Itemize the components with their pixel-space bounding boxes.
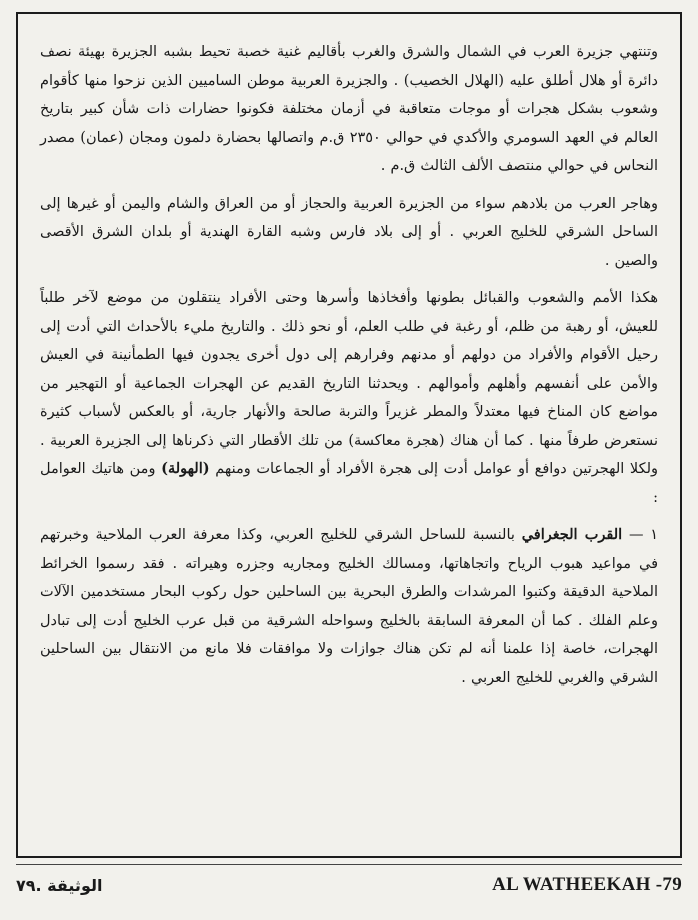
page-frame (16, 12, 682, 858)
paragraph-1-text: وتنتهي جزيرة العرب في الشمال والشرق والغرب بأقاليم غنية خصبة تحيط بشبه الجزيرة بهيئة نصف دائرة أو هلال أطلق عليه (الهلال الخصيب) . والجزيرة العربية موطن الساميين الذين نزحوا منها كأقوام وشعوب بشكل هجرات أو موجات متعاقبة في أزمان مختلفة فكونوا حضارات ذات شأن كبير بتاريخ العالم في العهد السومري والأكدي في حوالي ٢٣٥٠ ق.م واتصالها بحضارة دلمون ومجان (عمان) مصدر النحاس في حوالي منتصف الألف الثالث ق.م . (40, 44, 658, 174)
paragraph-2-text: وهاجر العرب من بلادهم سواء من الجزيرة العربية والحجاز أو من العراق والشام واليمن أو غيرها إلى الساحل الشرقي للخليج العربي . أو إلى بلاد فارس وشبه القارة الهندية أو بلدان الشرق الأقصى والصين . (40, 195, 658, 269)
paragraph-2 (40, 190, 658, 276)
hawla-term: (الهولة) (161, 460, 210, 477)
list-number: ١ — (622, 527, 659, 543)
paragraph-3 (40, 284, 658, 512)
footer-divider (16, 864, 682, 865)
geographic-proximity-term: القرب الجغرافي (521, 526, 623, 543)
footer-latin-label: AL WATHEEKAH -79 (492, 874, 682, 895)
paragraph-4 (40, 521, 658, 692)
paragraph-3-text: هكذا الأمم والشعوب والقبائل بطونها وأفخاذها وأسرها وحتى الأفراد ينتقلون من موضع لآخر طلباً للعيش، أو رهبة من ظلم، أو رغبة في طلب العلم، أو نحو ذلك . والتاريخ مليء بالأحداث التي أدت إلى رحيل الأقوام والأفراد من دولهم أو مدنهم وفرارهم إلى دول أخرى يجدون فيها الطمأنينة في العيش والأمن على أنفسهم وأهلهم وأموالهم . ويحدثنا التاريخ القديم عن الهجرات الجماعية أو التهجير من مواضع كان المناخ فيها معتدلاً والمطر غزيراً والتربة صالحة والأنهار جارية، أو بالعكس لأسباب كثيرة نستعرض طرفاً منها . كما أن هناك (هجرة معاكسة) من تلك الأقطار التي ذكرناها إلى الجزيرة العربية . ولكلا الهجرتين دوافع أو عوامل أدت إلى هجرة الأفراد أو الجماعات ومنهم (40, 290, 658, 477)
paragraph-3-tail: ومن هاتيك العوامل : (40, 461, 658, 506)
paragraph-1 (40, 38, 658, 181)
footer-arabic-label: الوثيقة .٧٩ (16, 876, 103, 895)
paragraph-4-text: بالنسبة للساحل الشرقي للخليج العربي، وكذا معرفة العرب الملاحية وخبرتهم في مواعيد هبوب الرياح واتجاهاتها، ومسالك الخليج ومجاريه وجزره وهيراته . فقد رسموا الخرائط الملاحية الدقيقة وكتبوا المرشدات والطرق البحرية بين الساحلين حول ركوب البحار مستخدمين الآلات وعلم الفلك . كما أن المعرفة السابقة بالخليج وسواحله الشرقية من قبل عرب الخليج أدت إلى تبادل الهجرات، خاصة إذا علمنا أنه لم تكن هناك جوازات ولا موافقات فلا مانع من الانتقال بين الساحلين الشرقي والغربي للخليج العربي . (40, 527, 658, 686)
page-footer (16, 864, 682, 904)
